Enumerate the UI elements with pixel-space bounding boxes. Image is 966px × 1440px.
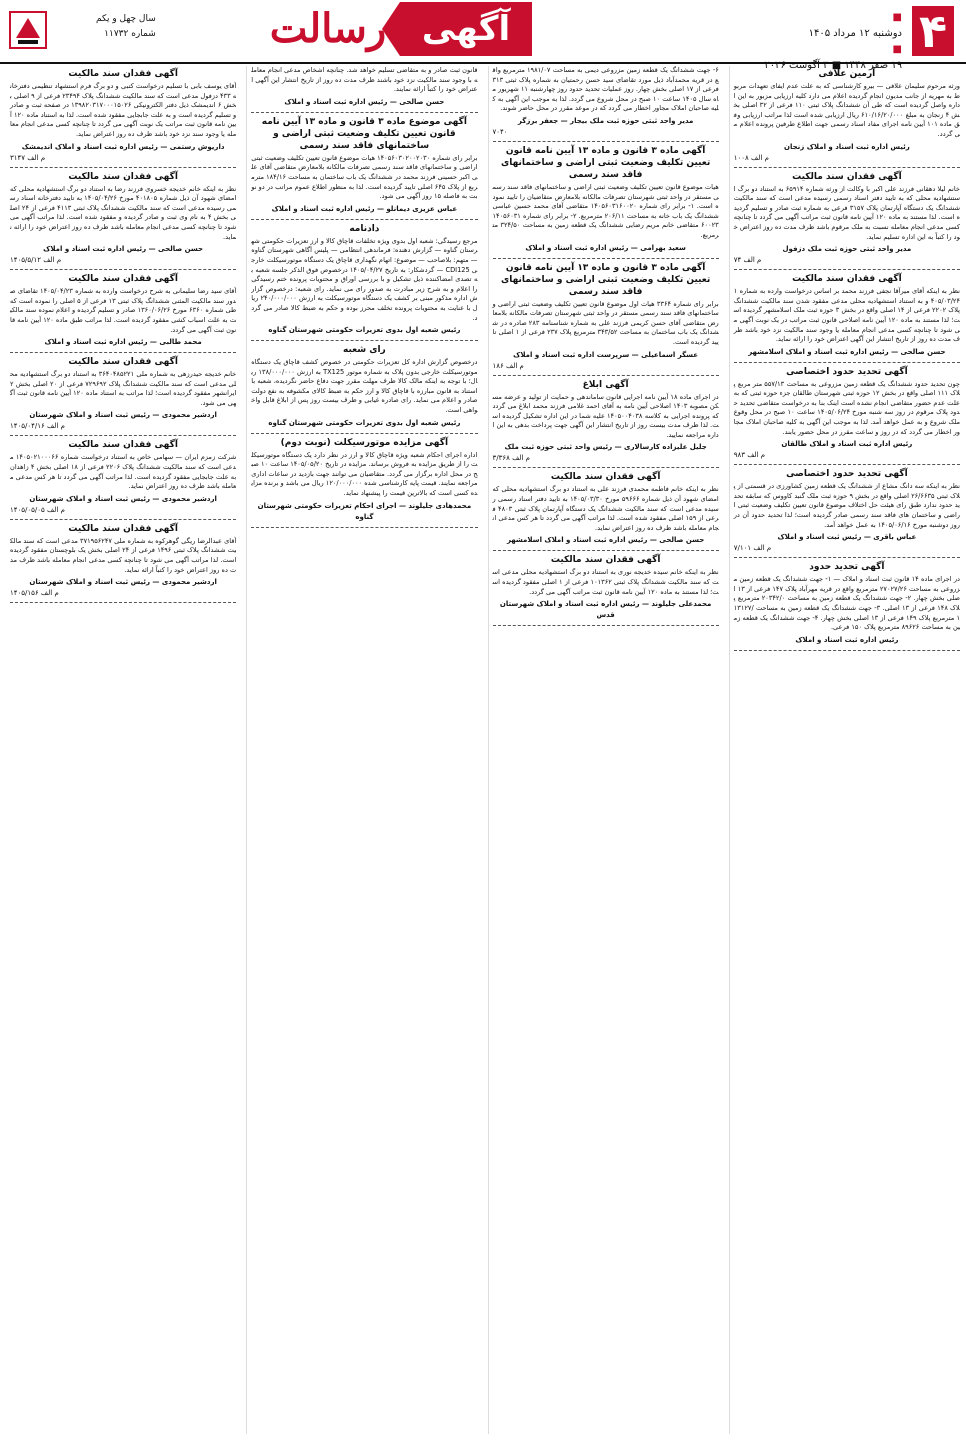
notice-title: آگهی ماده ۳ قانون و ماده ۱۳ آیین نامه قانون تعیین تکلیف وضعیت ثبتی اراضی و ساختمانهای فاقد سند رسمی	[500, 262, 711, 297]
issue-meta	[96, 12, 156, 42]
page-number: ۴	[912, 6, 954, 56]
notice-divider	[251, 433, 477, 434]
notice-title: آگهی موضوع ماده ۳ قانون و ماده ۱۳ آیین نامه قانون تعیین تکلیف وضعیت ثبتی اراضی و ساختمانهای فاقد سند رسمی	[261, 116, 467, 151]
notice-divider	[10, 435, 236, 436]
notice-title: آگهی فقدان سند مالکیت	[68, 523, 178, 534]
notice-body: برابر رای شماره ۱۴۰۵۶۰۳۰۲۰۰۲۰۳۰ هیات موضوع قانون تعیین تکلیف وضعیت ثبتی اراضی و ساختمانهای فاقد سند رسمی تصرفات مالکانه بلامعارض متقاضی آقای علی اکبر حسینی فرزند محمد در ششدانگ یک باب ساختمان به مساحت ۱۸۴/۱۶ مترمربع از پلاک ۶۴۵ اصلی تایید گردیده است. لذا به منظور اطلاع عموم مراتب در دو نوبت به فاصله ۱۵ روز آگهی می شود.	[251, 153, 478, 201]
notice-title: آگهی تحدید حدود	[809, 562, 885, 573]
notice-body: خانم خدیجه حیدرزهی به شماره ملی ۳۶۴۰۴۸۵۲۲۱ به استناد دو برگ استشهادیه محلی مدعی است که سند مالکیت ششدانگ پلاک ۷۲۹۶۹۲ فرعی از ۲۰ اصلی بخش ۲ ایرانشهر مفقود گردیده است؛ لذا مراتب به استناد ماده ۱۲۰ آیین نامه قانون ثبت آگهی می شود.	[10, 370, 237, 407]
notice-title: آگهی فقدان سند مالکیت	[68, 69, 178, 79]
notice-code: م الف ۱۴۰۵/۱۵۶	[10, 589, 59, 598]
notice-title: آگهی ابلاغ	[582, 379, 629, 390]
notice-divider	[734, 650, 960, 651]
notice-title: آگهی فقدان سند مالکیت	[550, 472, 661, 483]
notice-signature: محمدهادی جلیلوند — اجرای احکام تعزیرات حکومتی شهرستان گناوه	[257, 501, 472, 521]
notice-divider	[10, 602, 236, 603]
notice-title: آگهی تحدید حدود اختصاصی	[786, 366, 908, 377]
notice-divider	[493, 625, 719, 626]
notice-body: مرجع رسیدگی: شعبه اول بدوی ویژه تخلفات قاچاق کالا و ارز تعزیرات حکومتی شهرستان گناوه — گزارش دهنده: فرماندهی انتظامی — پلیس آگاهی شهرستان گناوه — متهم: بلاصاحب — موضوع: اتهام نگهداری قاچاق یک دستگاه موتورسیکلت خارجی CDI125 — گردشکار: به تاریخ ۱۴۰۵/۰۴/۲۷ درخصوص فوق الذکر جلسه شعبه به تصدی امضاکننده ذیل تشکیل و با بررسی اوراق و محتویات پرونده ختم رسیدگی را اعلام و به شرح زیر مبادرت به صدور رای می نماید. رای شعبه: درخصوص گزارش اداره مذکور مبنی بر کشف یک دستگاه موتورسیکلت به ارزش ۲۴۰/۰۰۰/۰۰۰ ریال با عنایت به محتویات پرونده تخلف محرز بوده و حکم به ضبط کالا صادر می گردد.	[251, 236, 478, 322]
notice-body: برابر رای شماره ۳۳۶۴ هیات اول موضوع قانون تعیین تکلیف وضعیت ثبتی اراضی و ساختمانهای فاقد سند رسمی مستقر در واحد ثبتی شهرستان تصرفات مالکانه بلامعارض متقاضی آقای حسن کریمی فرزند علی به شماره شناسنامه ۲۸۳ صادره در ششدانگ یک باب ساختمان به مساحت ۳۴۳/۵۲ مترمربع پلاک ۲۳۷ فرعی از ۱ اصلی تایید گردیده است.	[492, 299, 719, 346]
notice-signature: داریوش رستمی — رئیس اداره ثبت اسناد و املاک اندیمشک	[21, 142, 225, 151]
section-title: آگهی	[400, 2, 532, 56]
legal-notice	[251, 344, 477, 429]
notice-divider	[493, 258, 719, 259]
legal-notice	[251, 116, 477, 215]
notice-code: م الف ۷/۱۰۱	[733, 544, 772, 553]
ad-columns	[6, 66, 960, 1434]
legal-notice	[251, 66, 477, 108]
notice-signature: مدیر واحد ثبتی حوزه ثبت ملک بیجار — جعفر برزگر	[517, 116, 694, 125]
notice-body: ۶- جهت ششدانگ یک قطعه زمین مزروعی دیمی به مساحت ۱۹۸۱/۰۷ مترمربع واقع در قریه محمدآباد ذیل مورد تقاضای سید حسن رحمتیان به شماره پلاک ثبتی ۳۱۳ فرعی از ۱۷ اصلی بخش چهار. روز عملیات تحدید حدود روز چهارشنبه ۱۱ شهریور ماه سال ۱۴۰۵ ساعت ۱۰ صبح در محل شروع می گردد. لذا به موجب این آگهی به کلیه صاحبان املاک مجاور اخطار می گردد که در موعد مقرر در محل حاضر شوند.	[492, 66, 719, 113]
issue-year: سال چهل و یکم	[96, 14, 156, 24]
notice-divider	[734, 362, 960, 363]
legal-notice	[493, 145, 719, 254]
notice-signature: سعید بهرامی — رئیس اداره ثبت اسناد و املاک	[525, 243, 686, 252]
notice-title: آرمین علافی	[818, 69, 876, 79]
notice-signature: محمد طالبی — رئیس اداره ثبت اسناد و املاک	[44, 338, 202, 347]
notice-divider	[251, 112, 477, 113]
notice-divider	[251, 219, 477, 220]
notice-body: چون تحدید حدود ششدانگ یک قطعه زمین مزروعی به مساحت ۵۵۷/۱۳ متر مربع پلاک ۱۱۱ اصلی واقع در بخش ۱۲ حوزه ثبتی شهرستان طالقان جزء حوزه ثبتی که به علت عدم حضور متقاضی انجام نشده است اینک بنا به درخواست متقاضی تحدید حدود پلاک مرقوم در روز سه شنبه مورخ ۱۴۰۵/۰۶/۲۴ ساعت ۱۰ صبح در محل وقوع ملک شروع و به عمل خواهد آمد. لذا به موجب این آگهی به کلیه صاحبان املاک مجاور اخطار می گردد که در روز و ساعت مقرر در محل حضور یابند.	[733, 379, 960, 436]
column-3	[246, 66, 477, 1434]
notice-title: آگهی فقدان سند مالکیت	[68, 357, 178, 368]
legal-notice	[10, 523, 236, 598]
legal-notice	[493, 262, 719, 371]
legal-notice	[734, 273, 960, 358]
notice-divider	[10, 519, 236, 520]
notice-code: م الف ۳/۳۶۸	[492, 454, 531, 463]
notice-signature: مدیر واحد ثبتی حوزه ثبت ملک دزفول	[782, 245, 912, 254]
notice-signature: عسگر اسماعیلی — سرپرست اداره ثبت اسناد و املاک	[513, 350, 699, 359]
notice-title: آگهی تحدید حدود اختصاصی	[786, 469, 908, 480]
legal-notice	[493, 66, 719, 137]
notice-signature: اردشیر محمودی — رئیس ثبت اسناد و املاک شهرستان	[29, 578, 217, 587]
legal-notice	[10, 171, 236, 266]
masthead	[0, 0, 966, 71]
legal-notice	[734, 561, 960, 646]
notice-body: قانون ثبت صادر و به متقاضی تسلیم خواهد شد. چنانچه اشخاص مدعی انجام معامله با وجود سند مالکیت نزد خود باشند ظرف مدت ده روز از تاریخ انتشار این آگهی اعتراض خود را کتباً ارائه نمایند.	[251, 66, 478, 94]
legal-notice	[734, 366, 960, 461]
date-line-1: ■ دوشنبه ۱۲ مرداد ۱۴۰۵	[808, 12, 902, 39]
notice-code: م الف ۱۴۰۵/۰۴/۱۶	[10, 422, 65, 431]
emblem-icon	[8, 8, 48, 52]
notice-divider	[734, 167, 960, 168]
notice-title: آگهی فقدان سند مالکیت	[68, 171, 178, 182]
notice-signature: حسن صالحی — رئیس اداره ثبت اسناد و املاک	[43, 245, 204, 254]
notice-code: ۷۰۴۰	[492, 127, 508, 136]
notice-signature: حسن صالحی — رئیس اداره ثبت اسناد و املاک اسلامشهر	[506, 536, 705, 545]
notice-body: در اجرای ماده ۱۴ قانون ثبت اسناد و املاک — ۱- جهت ششدانگ یک قطعه زمین مزروعی به مساحت ۲۷۰۲۷/۲۶ مترمربع واقع در قریه مهرآباد پلاک ۱۴۷ فرعی از ۱۳ اصلی بخش چهار. ۲- جهت ششدانگ یک قطعه زمین به مساحت ۲۰۳۴۲/۰ مترمربع پلاک ۱۴۸ فرعی از ۱۳ اصلی. ۳- جهت ششدانگ یک قطعه زمین به مساحت ۱۳۱۲۷/۱ مترمربع پلاک ۱۴۹ فرعی از ۱۳ اصلی بخش چهار. ۴- جهت ششدانگ یک قطعه زمین به مساحت ۸۹۶۲۶ مترمربع پلاک ۱۵۰ فرعی.	[733, 575, 960, 632]
column-2	[488, 66, 719, 1434]
notice-code: م الف ۹۸۳	[733, 451, 766, 460]
notice-divider	[10, 352, 236, 353]
notice-body: نظر به اینکه سه دانگ مشاع از ششدانگ یک قطعه زمین کشاورزی در قسمتی از پلاک ثبتی ۲۶/۶۶۳۵ اصلی واقع در بخش ۹ حوزه ثبت ملک گنبد کاووس که سابقه تحدید حدود ندارد طبق رای هیئت حل اختلاف موضوع قانون تعیین تکلیف وضعیت ثبتی اراضی و ساختمان های فاقد سند رسمی صادر گردیده است؛ لذا تحدید حدود آن در روز دوشنبه مورخ ۱۴۰۵/۰۶/۱۶ به عمل خواهد آمد.	[733, 482, 960, 529]
notice-signature: عباس باقری — رئیس ثبت اسناد و املاک	[777, 533, 917, 542]
notice-body: آقای عبدالرضا ریگی گوهرکوه به شماره ملی ۳۷۱۹۵۶۲۴۷ مدعی است که سند مالکیت ششدانگ پلاک ثبتی ۱۴۹۶ فرعی از ۲۴ اصلی بخش یک بلوچستان مفقود گردیده است. لذا مراتب آگهی می شود تا چنانچه کسی مدعی انجام معامله باشد ظرف مدت ده روز اعتراض خود را کتباً ارائه نماید.	[10, 536, 237, 574]
legal-notice	[734, 468, 960, 553]
notice-title: آگهی مزایده موتورسیکلت (نوبت دوم)	[280, 437, 449, 448]
notice-body: نظر به اینکه خانم فاطمه محمدی فرزند علی به استناد دو برگ استشهادیه محلی که امضای شهود آن ذیل شماره ۵۹۶۶۶ مورخ ۱۴۰۵/۰۳/۳۰ به تایید دفتر اسناد رسمی رسیده مدعی است که سند مالکیت ششدانگ یک دستگاه آپارتمان پلاک ثبتی ۴۸۰۳ فرعی از ۱۵۹ اصلی مفقود شده است. لذا مراتب آگهی می گردد تا هر کس مدعی انجام معامله باشد ظرف ده روز اعتراض نماید.	[492, 485, 719, 532]
legal-notice	[251, 437, 477, 523]
notice-title: آگهی فقدان سند مالکیت	[792, 171, 902, 182]
notice-signature: جلیل علیزاده کارسالاری — رئیس واحد ثبتی حوزه ثبت ملک	[504, 443, 707, 452]
notice-body: درخصوص گزارش اداره کل تعزیرات حکومتی در خصوص کشف قاچاق یک دستگاه موتورسیکلت خارجی بدون پلاک به شماره موتور TX125 به ارزش ۱۳۸/۰۰۰/۰۰۰ ریال؛ با توجه به اینکه مالک کالا ظرف مهلت مقرر جهت دفاع حاضر نگردیده، شعبه با استناد به قانون مبارزه با قاچاق کالا و ارز حکم به ضبط کالای مکشوفه به نفع دولت صادر و اعلام می نماید. رای صادره غیابی و ظرف بیست روز پس از ابلاغ قابل واخواهی است.	[251, 358, 478, 415]
legal-notice	[10, 356, 236, 431]
notice-body: در اجرای ماده ۱۸ آیین نامه اجرایی قانون ساماندهی و حمایت از تولید و عرضه مسکن مصوبه ۱۴۰۳ اصلاحی آیین نامه به آقای احمد غلامی فرزند محمد ابلاغ می گردد که پرونده اجرایی به کلاسه ۱۴۰۵۰۰۴۰۳۸ علیه شما در این اداره تشکیل گردیده است. لذا ظرف مدت بیست روز از تاریخ انتشار این آگهی جهت پرداخت بدهی به این اداره مراجعه نمایید.	[492, 392, 719, 439]
paper-name-logo: رسالت	[269, 5, 387, 52]
notice-divider	[734, 464, 960, 465]
notice-signature: رئیس شعبه اول بدوی تعزیرات حکومتی شهرستان گناوه	[268, 326, 461, 335]
notice-signature: اردشیر محمودی — رئیس ثبت اسناد و املاک شهرستان	[29, 411, 217, 420]
notice-divider	[493, 375, 719, 376]
notice-code: م الف ۱۸۶	[492, 361, 524, 370]
notice-divider	[493, 550, 719, 551]
notice-title: آگهی فقدان سند مالکیت	[68, 440, 178, 451]
notice-signature: محمدعلی جلیلوند — رئیس اداره ثبت اسناد و املاک شهرستان قدس	[499, 600, 712, 620]
column-1	[729, 66, 960, 1434]
notice-body: آقای سید رضا سلیمانی به شرح درخواست وارده به شماره ۱۴۰۵/۰۴/۲۳ تقاضای صدور سند مالکیت المثنی ششدانگ پلاک ثبتی ۱۳ فرعی از ۵ اصلی را نموده است که طی شماره ۶۳۶۰ مورخ ۱۳۶۰/۰۶/۲۶ صادر و تسلیم گردیده و اعلام نموده سند مالکیت به علت اسباب کشی مفقود گردیده است. لذا مراتب طبق ماده ۱۲۰ آیین نامه قانون ثبت آگهی می گردد.	[10, 287, 237, 334]
legal-notice	[734, 68, 960, 163]
notice-divider	[10, 167, 236, 168]
legal-notice	[493, 379, 719, 464]
column-4	[6, 66, 236, 1434]
notice-title: آگهی فقدان سند مالکیت	[550, 555, 661, 566]
legal-notice	[251, 223, 477, 336]
notice-title: آگهی فقدان سند مالکیت	[68, 274, 178, 285]
notice-signature: حسن صالحی — رئیس اداره ثبت اسناد و املاک اسلامشهر	[748, 347, 946, 356]
notice-divider	[251, 340, 477, 341]
notice-code: م الف ۱۴۰۵/۵/۱۲	[10, 256, 62, 265]
notice-signature: رئیس اداره ثبت اسناد و املاک طالقان	[781, 440, 913, 449]
notice-divider	[734, 269, 960, 270]
issue-number: شماره ۱۱۷۳۲	[104, 29, 156, 39]
legal-notice	[734, 171, 960, 266]
notice-title: دادنامه	[349, 223, 380, 234]
notice-body: خانم لیلا دهقانی فرزند علی اکبر با وکالت از ورثه شماره ۶۵۹۱۴ به استناد دو برگ استشهادیه محلی که به تایید دفتر اسناد رسمی رسیده مدعی است که سند مالکیت ششدانگ یک دستگاه آپارتمان پلاک ۳۱۵۷ فرعی به شماره ثبت صادر و تسلیم گردیده است. لذا مستند به ماده ۱۲۰ آیین نامه قانون ثبت مراتب آگهی می گردد تا چنانچه کسی مدعی انجام معامله نسبت به ملک مرقوم باشد ظرف مدت ده روز اعتراض خود را کتباً به این اداره تسلیم نماید.	[733, 184, 960, 241]
notice-divider	[734, 557, 960, 558]
notice-title: آگهی فقدان سند مالکیت	[792, 274, 902, 285]
notice-signature: عباس عزیزی دیمانلو — رئیس اداره ثبت اسناد و املاک	[271, 204, 458, 213]
notice-title: آگهی ماده ۳ قانون و ماده ۱۳ آیین نامه قانون تعیین تکلیف وضعیت ثبتی اراضی و ساختمانهای فاقد سند رسمی	[500, 145, 711, 180]
notice-body: اداره اجرای احکام شعبه ویژه قاچاق کالا و ارز در نظر دارد یک دستگاه موتورسیکلت را از طریق مزایده به فروش برساند. مزایده در تاریخ ۱۴۰۵/۰۵/۲۰ ساعت ۱۰ صبح در محل اداره برگزار می گردد. متقاضیان می توانند جهت بازدید در ساعات اداری مراجعه نمایند. قیمت پایه کارشناسی شده ۱۲۰/۰۰۰/۰۰۰ ریال می باشد و برنده مزایده کسی است که بالاترین قیمت را پیشنهاد نماید.	[251, 450, 478, 498]
notice-signature: رئیس شعبه اول بدوی تعزیرات حکومتی شهرستان گناوه	[268, 418, 461, 427]
notice-divider	[493, 141, 719, 142]
notice-body: نظر به اینکه آقای میرآقا نجفی فرزند محمد بر اساس درخواست وارده به شماره ۱۴۰۵/۰۳/۲۴ و به استناد استشهادیه محلی مدعی مفقود شدن سند مالکیت ششدانگ پلاک ۲۲۰۲ فرعی از ۱۴ اصلی واقع در بخش ۳ حوزه ثبت ملک اسلامشهر گردیده است؛ لذا مستند به ماده ۱۲۰ آیین نامه اصلاحی قانون ثبت مراتب در یک نوبت آگهی می شود تا چنانچه کسی مدعی انجام معامله یا وجود سند مالکیت نزد خود باشد ظرف مدت ده روز از تاریخ انتشار این آگهی اعتراض خود را ارائه نماید.	[733, 287, 960, 344]
legal-notice	[493, 471, 719, 546]
notice-body: شرکت زمزم ایران — سهامی خاص به استناد درخواست شماره ۱۴۰۵۰۲۱۰۰۰۶۶ مدعی است که سند مالکیت ششدانگ پلاک ۲۲۰۶ فرعی از ۱۸ اصلی بخش ۴ زاهدان به علت جابجایی مفقود گردیده است. لذا مراتب آگهی می گردد تا هر کس مدعی معامله باشد ظرف ده روز اعتراض نماید.	[10, 453, 237, 491]
legal-notice	[10, 68, 236, 163]
notice-divider	[251, 527, 477, 528]
notice-body: نظر به اینکه خانم سیده خدیجه نوری به استناد دو برگ استشهادیه محلی مدعی است که سند مالکیت ششدانگ پلاک ثبتی ۱۰۱۳۶۲ فرعی از ۱ اصلی مفقود گردیده است؛ لذا مستند به ماده ۱۲۰ آیین نامه قانون ثبت مراتب آگهی می گردد.	[492, 568, 719, 596]
notice-code: م الف ۱۰۰۸	[733, 153, 769, 162]
notice-signature: اردشیر محمودی — رئیس ثبت اسناد و املاک شهرستان	[29, 494, 217, 503]
notice-code: م الف ۱۴۰۵/۰۵/۰۵	[10, 505, 65, 514]
notice-body: هیات موضوع قانون تعیین تکلیف وضعیت ثبتی اراضی و ساختمانهای فاقد سند رسمی مستقر در واحد ثبتی شهرستان تصرفات مالکانه بلامعارض متقاضیان را تایید نموده است. ۱- برابر رای شماره ۱۴۰۵۶۰۳۱۶۰۰۲۰ متقاضی آقای محمد حسین عباسی ششدانگ یک باب خانه به مساحت ۲۰۶/۱۱ مترمربع. ۲- برابر رای شماره ۱۴۰۵۶۰۳۱۶۰۰۲۳ متقاضی خانم مریم رضایی ششدانگ یک قطعه زمین به مساحت ۳۲۴/۵۰ مترمربع.	[492, 182, 719, 239]
legal-notice	[10, 439, 236, 514]
notice-body: ورثه مرحوم سلیمان علافی — بیرو کارشناسی که به علت عدم ایفای تعهدات مربوط به مهریه از جانب مدیون انجام گردیده اعلام می دارد کلیه ارزیابی مزبور به این اداره واصل گردیده است که طی آن ششدانگ پلاک ثبتی ۱۱۰ فرعی از ۳۲ اصلی بخش ۴ زنجان به مبلغ ۶۱۰/۱۶/۲۰/۰۰۰ ریال ارزیابی شده است لذا مراتب ارزیابی وفق ماده ۱۰۱ آیین نامه اجرای مفاد اسناد رسمی جهت اطلاع طرفین پرونده اعلام می گردد.	[733, 82, 960, 138]
notice-divider	[493, 467, 719, 468]
notice-body: نظر به اینکه خانم خدیجه خسروی فرزند رضا به استناد دو برگ استشهادیه محلی که امضای شهود آن ذیل شماره ۴۰۱۸۰۵ مورخ ۱۴۰۵/۰۴/۲۶ به تایید دفترخانه اسناد رسمی رسیده مدعی است که سند مالکیت ششدانگ پلاک ثبتی ۴۱۱۳ فرعی از ۲۴ اصلی بخش ۴ به نام وی ثبت و صادر گردیده و مفقود شده است. لذا مراتب آگهی می شود تا چنانچه کسی مدعی انجام معامله باشد ظرف ده روز اعتراض خود را ارائه نماید.	[10, 184, 237, 241]
notice-title: رای شعبه	[343, 345, 386, 356]
notice-divider	[10, 269, 236, 270]
date-block	[764, 10, 902, 74]
legal-notice	[493, 554, 719, 621]
notice-code: م الف ۳۱۴۷	[10, 153, 46, 162]
notice-signature: رئیس اداره ثبت اسناد و املاک زنجان	[784, 142, 910, 151]
date-line-2: ■ ۱۹ صفر ۱۴۴۸ ■ ۳ آگوست ۲۰۲۶	[764, 44, 902, 71]
legal-notice	[10, 273, 236, 348]
notice-signature: حسن صالحی — رئیس اداره ثبت اسناد و املاک	[284, 97, 445, 106]
notice-signature: رئیس اداره ثبت اسناد و املاک	[795, 635, 899, 644]
notice-body: آقای یوسف بابی با تسلیم درخواست کتبی و دو برگ فرم استشهاد تنظیمی دفترخانه ۴۳۳ دزفول مدعی است که سند مالکیت ششدانگ پلاک ۲۳۴۹۴ فرعی از ۹ اصلی بخش ۶ اندیمشک ذیل دفتر الکترونیکی ۱۳۹۸۲۰۳۱۷۰۰۰۱۵۰۲۶ در صفحه ثبت و صادر و تسلیم گردیده است و به علت جابجایی مفقود شده است. لذا به استناد ماده ۱۲۰ آیین نامه قانون ثبت مراتب یک نوبت آگهی می گردد تا چنانچه کسی مدعی انجام معامله یا وجود سند نزد خود باشد ظرف ده روز اعتراض نماید.	[10, 82, 237, 138]
notice-code: م الف ۷۴	[733, 256, 762, 265]
